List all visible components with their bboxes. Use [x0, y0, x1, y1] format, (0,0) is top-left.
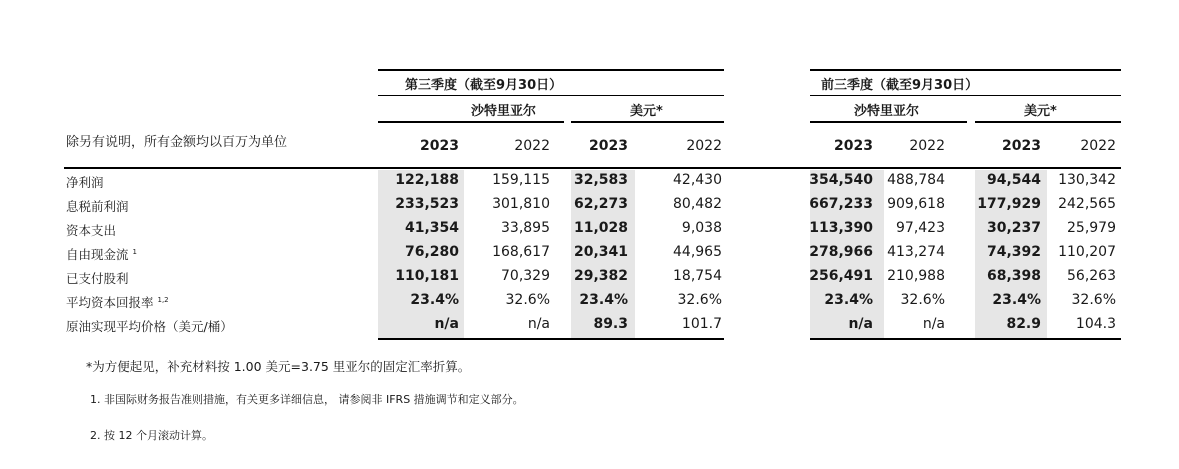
q3-cell: 20,341 [573, 244, 628, 260]
q3-year-usd-2023: 2023 [589, 138, 628, 154]
ytd-cell: 667,233 [809, 196, 873, 212]
q3-year-sar-2022: 2022 [514, 138, 550, 154]
ytd-cell: 130,342 [1058, 172, 1116, 188]
q3-year-sar-2023: 2023 [420, 138, 459, 154]
ytd-cell: 56,263 [1067, 268, 1116, 284]
q3-cell: 42,430 [673, 172, 722, 188]
q3-cell: 122,188 [395, 172, 459, 188]
ytd-sub-rule-usd [975, 121, 1121, 123]
ytd-bottom-rule [810, 338, 1121, 340]
q3-cell: 62,273 [573, 196, 628, 212]
q3-cell: 23.4% [410, 292, 459, 308]
q3-cell: 11,028 [573, 220, 628, 236]
row-label-text: 平均资本回报率 [66, 295, 154, 310]
q3-sub-rule-sar [378, 121, 564, 123]
ytd-cell: 94,544 [986, 172, 1041, 188]
ytd-cell: 30,237 [986, 220, 1041, 236]
q3-top-rule [378, 69, 724, 71]
ytd-cell: 97,423 [896, 220, 945, 236]
ytd-usd-header: 美元* [1024, 104, 1057, 119]
q3-group-title: 第三季度（截至9月30日） [405, 78, 563, 93]
q3-cell: 29,382 [573, 268, 628, 284]
ytd-mid-rule [810, 95, 1121, 96]
q3-cell: 89.3 [593, 316, 628, 332]
row-label-text: 息税前利润 [66, 199, 129, 214]
ytd-cell: 25,979 [1067, 220, 1116, 236]
footnote-ref: 1,2 [157, 295, 169, 304]
ytd-cell: 278,966 [809, 244, 873, 260]
ytd-cell: 110,207 [1058, 244, 1116, 260]
ytd-cell: 104.3 [1075, 316, 1116, 332]
ytd-cell: 82.9 [1006, 316, 1041, 332]
row-label [66, 269, 129, 287]
row-label [66, 245, 137, 263]
ytd-cell: 242,565 [1058, 196, 1116, 212]
q3-cell: 168,617 [492, 244, 550, 260]
row-label [66, 197, 129, 215]
ytd-group-title: 前三季度（截至9月30日） [821, 78, 979, 93]
q3-cell: 33,895 [501, 220, 550, 236]
ytd-sar-header: 沙特里亚尔 [854, 104, 920, 119]
header-bottom-rule [64, 167, 1121, 169]
q3-cell: 101.7 [681, 316, 722, 332]
row-label-text: 已支付股利 [66, 271, 129, 286]
q3-sar-header: 沙特里亚尔 [471, 104, 537, 119]
q3-cell: 32,583 [573, 172, 628, 188]
ytd-cell: 74,392 [986, 244, 1041, 260]
q3-cell: 9,038 [681, 220, 722, 236]
q3-cell: 32.6% [677, 292, 722, 308]
q3-cell: 70,329 [501, 268, 550, 284]
ytd-year-usd-2023: 2023 [1002, 138, 1041, 154]
q3-cell: 110,181 [395, 268, 459, 284]
footnote-ref: 1 [132, 247, 137, 256]
ytd-cell: n/a [922, 316, 945, 332]
ytd-cell: n/a [848, 316, 873, 332]
q3-cell: 159,115 [492, 172, 550, 188]
note-exchange-rate: *为方便起见，补充材料按 1.00 美元=3.75 里亚尔的固定汇率折算。 [86, 359, 471, 374]
row-label-text: 净利润 [66, 175, 104, 190]
ytd-year-usd-2022: 2022 [1080, 138, 1116, 154]
ytd-year-sar-2023: 2023 [834, 138, 873, 154]
q3-cell: 44,965 [673, 244, 722, 260]
q3-cell: 32.6% [505, 292, 550, 308]
row-label [66, 173, 104, 191]
q3-sub-rule-usd [571, 121, 724, 123]
q3-bottom-rule [378, 338, 724, 340]
q3-cell: 41,354 [404, 220, 459, 236]
row-label [66, 317, 233, 335]
q3-cell: n/a [527, 316, 550, 332]
q3-year-usd-2022: 2022 [686, 138, 722, 154]
ytd-cell: 177,929 [977, 196, 1041, 212]
ytd-cell: 210,988 [887, 268, 945, 284]
q3-cell: 76,280 [404, 244, 459, 260]
ytd-cell: 488,784 [887, 172, 945, 188]
q3-cell: 80,482 [673, 196, 722, 212]
q3-cell: n/a [434, 316, 459, 332]
note-1: 1. 非国际财务报告准则措施，有关更多详细信息， 请参阅非 IFRS 措施调节和定义部分。 [90, 393, 524, 406]
ytd-cell: 909,618 [887, 196, 945, 212]
row-label [66, 221, 116, 239]
q3-cell: 233,523 [395, 196, 459, 212]
q3-mid-rule [378, 95, 724, 96]
row-label-text: 资本支出 [66, 223, 117, 238]
q3-cell: 23.4% [579, 292, 628, 308]
note-2: 2. 按 12 个月滚动计算。 [90, 429, 213, 442]
ytd-cell: 23.4% [824, 292, 873, 308]
ytd-cell: 32.6% [900, 292, 945, 308]
q3-cell: 301,810 [492, 196, 550, 212]
ytd-year-sar-2022: 2022 [909, 138, 945, 154]
row-label [66, 293, 169, 311]
row-label-text: 自由现金流 [66, 247, 129, 262]
q3-usd-header: 美元* [630, 104, 663, 119]
ytd-cell: 113,390 [809, 220, 873, 236]
row-label-text: 原油实现平均价格（美元/桶） [66, 319, 233, 334]
ytd-cell: 23.4% [992, 292, 1041, 308]
ytd-cell: 32.6% [1071, 292, 1116, 308]
ytd-cell: 354,540 [809, 172, 873, 188]
unit-note: 除另有说明，所有金额均以百万为单位 [66, 135, 288, 150]
ytd-cell: 68,398 [986, 268, 1041, 284]
ytd-sub-rule-sar [810, 121, 967, 123]
q3-cell: 18,754 [673, 268, 722, 284]
ytd-top-rule [810, 69, 1121, 71]
ytd-cell: 256,491 [809, 268, 873, 284]
ytd-cell: 413,274 [887, 244, 945, 260]
